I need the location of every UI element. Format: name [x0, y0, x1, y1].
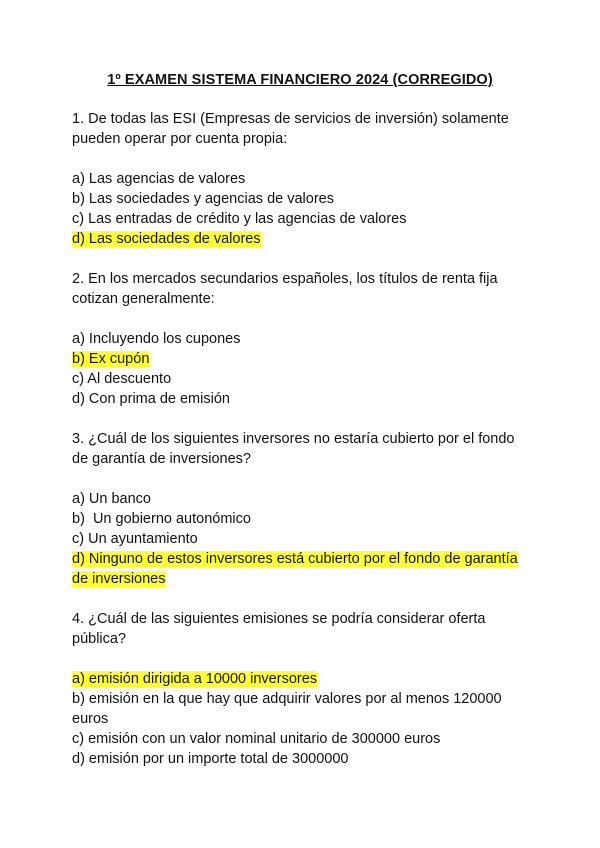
- question-1: [72, 109, 532, 249]
- options-list: [72, 489, 532, 589]
- option-c: [72, 529, 532, 549]
- option-text: a) Las agencias de valores: [72, 171, 246, 187]
- option-a-correct: [72, 669, 532, 689]
- question-text: 3. ¿Cuál de los siguientes inversores no estaría cubierto por el fondo de garantía de inversiones?: [72, 431, 515, 467]
- highlighted-answer: d) Ninguno de estos inversores está cubierto por el fondo de garantía de inversiones: [72, 551, 518, 587]
- option-d-correct: [72, 229, 532, 249]
- option-d: [72, 749, 532, 769]
- option-text: d) Con prima de emisión: [72, 391, 230, 407]
- option-a: [72, 489, 532, 509]
- option-d: [72, 389, 532, 409]
- option-c: [72, 209, 532, 229]
- option-c: [72, 729, 532, 749]
- option-b: [72, 189, 532, 209]
- option-text: c) Al descuento: [72, 371, 172, 387]
- question-text: 1. De todas las ESI (Empresas de servicios de inversión) solamente pueden operar por cuenta propia:: [72, 111, 509, 147]
- questions-container: [72, 109, 532, 789]
- option-d-correct: [72, 549, 532, 589]
- highlighted-answer: a) emisión dirigida a 10000 inversores: [72, 671, 318, 687]
- option-b: [72, 509, 532, 529]
- highlighted-answer: d) Las sociedades de valores: [72, 231, 261, 247]
- question-text: 2. En los mercados secundarios españoles, los títulos de renta fija cotizan generalmente:: [72, 271, 498, 307]
- option-b: [72, 689, 532, 729]
- option-a: [72, 169, 532, 189]
- option-text: b) Las sociedades y agencias de valores: [72, 191, 334, 207]
- question-4: [72, 609, 532, 769]
- option-text: c) Las entradas de crédito y las agencias de valores: [72, 211, 407, 227]
- question-text: 4. ¿Cuál de las siguientes emisiones se podría considerar oferta pública?: [72, 611, 486, 647]
- option-b-correct: [72, 349, 532, 369]
- option-c: [72, 369, 532, 389]
- option-text: d) emisión por un importe total de 3000000: [72, 751, 349, 767]
- exam-title: 1º EXAMEN SISTEMA FINANCIERO 2024 (CORREGIDO): [107, 72, 493, 88]
- option-a: [72, 329, 532, 349]
- options-list: [72, 669, 532, 769]
- option-text: c) emisión con un valor nominal unitario de 300000 euros: [72, 731, 441, 747]
- options-list: [72, 329, 532, 409]
- highlighted-answer: b) Ex cupón: [72, 351, 150, 367]
- option-text: c) Un ayuntamiento: [72, 531, 198, 547]
- question-2: [72, 269, 532, 409]
- option-text: b) emisión en la que hay que adquirir valores por al menos 120000 euros: [72, 691, 502, 727]
- option-text: a) Incluyendo los cupones: [72, 331, 241, 347]
- option-text: b) Un gobierno autonómico: [72, 511, 251, 527]
- options-list: [72, 169, 532, 249]
- option-text: a) Un banco: [72, 491, 151, 507]
- question-3: [72, 429, 532, 589]
